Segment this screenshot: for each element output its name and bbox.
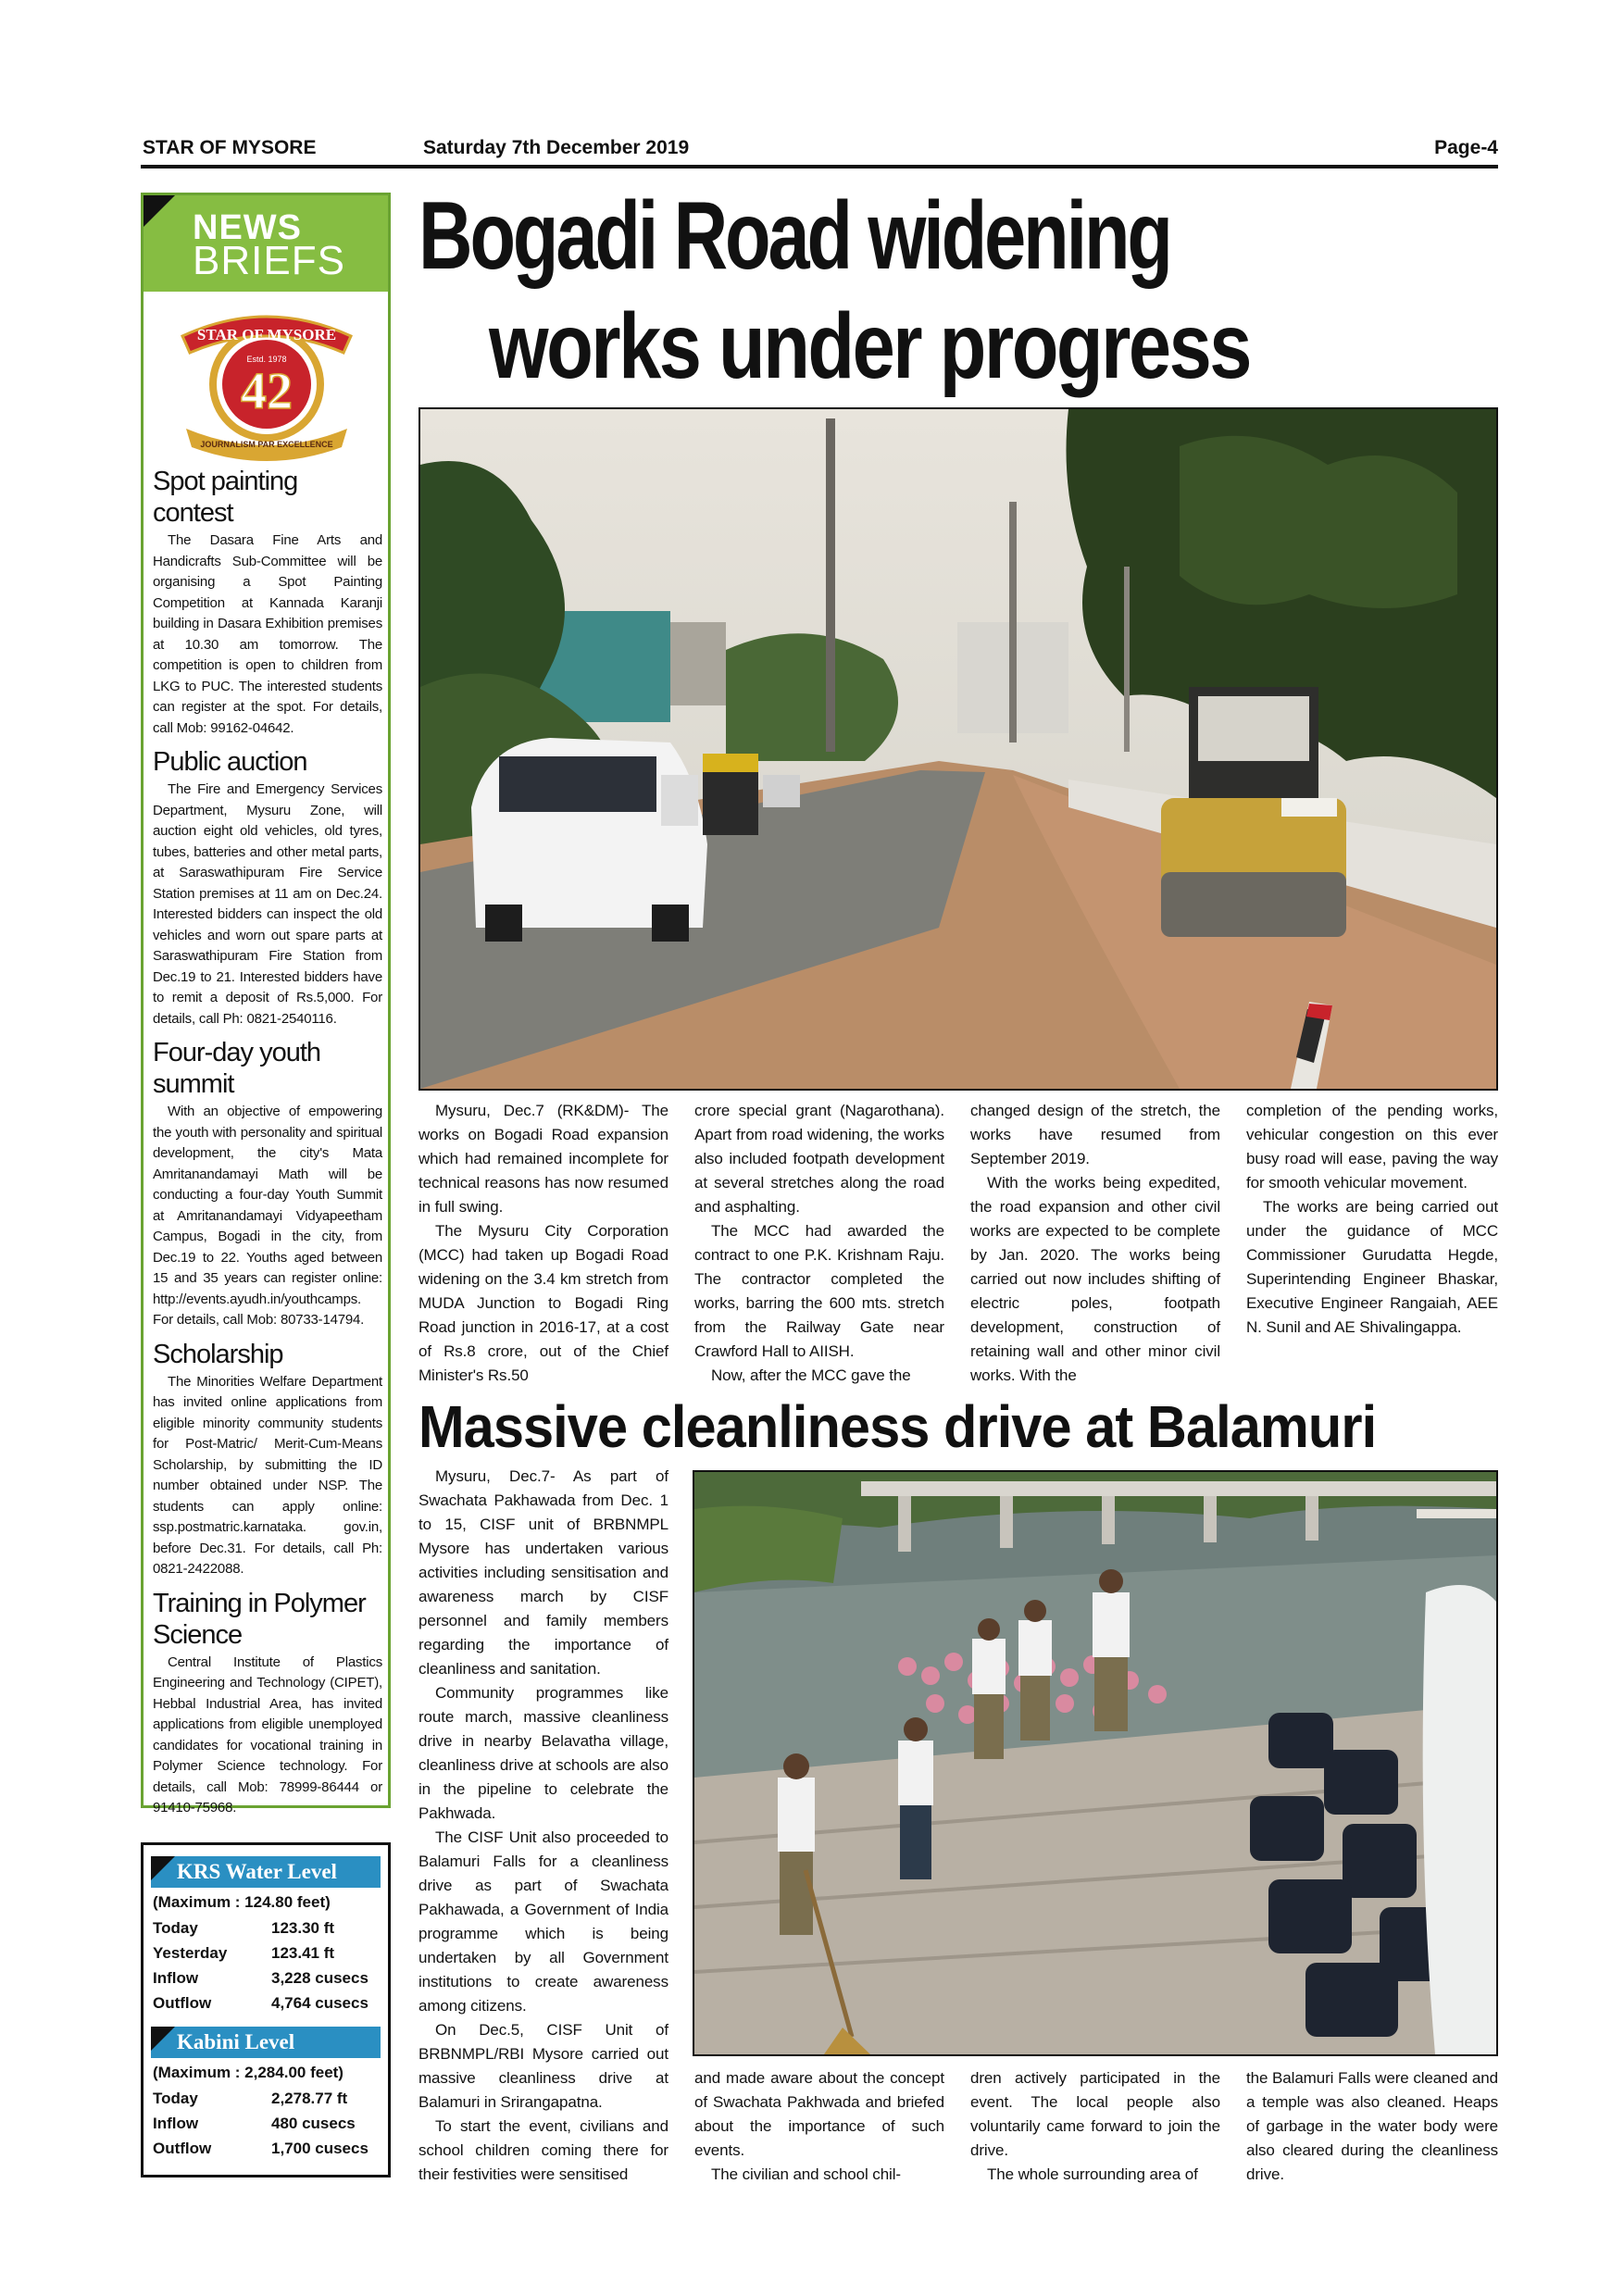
masthead	[141, 137, 1498, 168]
anniversary-logo	[164, 299, 369, 464]
water-level-box	[141, 1842, 391, 2177]
paragraph: The Mysuru City Corporation (MCC) had taken up Bogadi Road widening on the 3.4 km stretch from MUDA Junction to Bogadi Ring Road junction in 2016-17, at a cost of Rs.8 crore, out of the Chief Minister's Rs.50	[418, 1222, 668, 1384]
brief-list	[153, 466, 382, 1827]
logo-number-text: 42	[241, 363, 293, 420]
story1-column-2	[694, 1099, 944, 1388]
road-works-photo	[418, 407, 1498, 1091]
paragraph: crore special grant (Nagarothana). Apart from road widening, the works also included footpath development at several stretches along the road and asphalting.	[694, 1102, 944, 1216]
story2-column-2	[694, 2066, 944, 2187]
row-label: Today	[153, 2089, 198, 2107]
page-number: Page-4	[1434, 137, 1498, 158]
paragraph: completion of the pending works, vehicular congestion on this ever busy road will ease, paving the way for smooth vehicular movement.	[1246, 1102, 1498, 1192]
brief-body: The Dasara Fine Arts and Handicrafts Sub-Committee will be organising a Spot Painting Competition at Kannada Karanji building in Dasara Exhibition premises at 10.30 am tomorrow. The competition is open to children from LKG to PUC. The interested students can register at the spot. For details, call Mob: 99162-04642.	[153, 532, 382, 736]
story1-headline-line2: works under progress	[489, 294, 1250, 398]
row-label: Outflow	[153, 1993, 212, 2012]
corner-triangle-icon	[151, 2027, 175, 2051]
kabini-table	[153, 2086, 369, 2161]
paragraph: Community programmes like route march, massive cleanliness drive in nearby Belavatha village, cleanliness drive at schools are also in the pipeline to celebrate the Pakhwada.	[418, 1684, 668, 1822]
kabini-maximum: (Maximum : 2,284.00 feet)	[153, 2064, 344, 2081]
table-row	[153, 1965, 369, 1990]
table-row	[153, 2136, 369, 2161]
brief-body: With an objective of empowering the youth with personality and spiritual development, the city's Mata Amritanandamayi Math will be conducting a four-day Youth Summit at Amritanandamayi Vidyapeetham Campus, Bogadi in the city, from Dec.19 to 22. Youths aged between 15 and 35 years can register online: http://events.ayudh.in/youthcamps. For details, call Mob: 80733-14794.	[153, 1104, 382, 1328]
brief-item	[153, 746, 382, 1029]
krs-title-bar	[151, 1856, 381, 1888]
brief-item	[153, 1588, 382, 1819]
story1-column-4	[1246, 1099, 1498, 1340]
paragraph: To start the event, civilians and school children coming there for their festivities were sensitised	[418, 2117, 668, 2183]
logo-tagline-text: JOURNALISM PAR EXCELLENCE	[200, 440, 333, 449]
paragraph: Mysuru, Dec.7- As part of Swachata Pakhawada from Dec. 1 to 15, CISF unit of BRBNMPL Mysore has undertaken various activities including sensitisation and awareness march by CISF personnel and family members regarding the importance of cleanliness and sanitation.	[418, 1467, 668, 1678]
brief-body: Central Institute of Plastics Engineering and Technology (CIPET), Hebbal Industrial Area, has invited applications from eligible unemployed candidates for vocational training in Polymer Science technology. For details, call Mob: 78999-86444 or 91410-75968.	[153, 1653, 382, 1816]
paper-name: STAR OF MYSORE	[143, 137, 317, 158]
paragraph: The CISF Unit also proceeded to Balamuri Falls for a cleanliness drive as part of Swachata Pakhawada, a Government of India programme which is being undertaken by all Government institutions to create awareness among citizens.	[418, 1828, 668, 2015]
row-value: 123.30 ft	[271, 1918, 335, 1937]
paragraph: On Dec.5, CISF Unit of BRBNMPL/RBI Mysore carried out massive cleanliness drive at Balamuri in Srirangapatna.	[418, 2021, 668, 2111]
kabini-title: Kabini Level	[177, 2030, 295, 2053]
row-label: Today	[153, 1918, 198, 1937]
cleanliness-drive-photo	[693, 1470, 1498, 2056]
row-label: Outflow	[153, 2139, 212, 2157]
story1-headline-line1: Bogadi Road widening	[418, 182, 1170, 290]
brief-item	[153, 1037, 382, 1331]
paragraph: The civilian and school chil-	[711, 2165, 901, 2183]
row-value: 4,764 cusecs	[271, 1993, 369, 2012]
paragraph: the Balamuri Falls were cleaned and a temple was also cleaned. Heaps of garbage in the water body were also cleared during the cleanliness drive.	[1246, 2069, 1498, 2183]
brief-title: Spot painting contest	[153, 467, 298, 528]
krs-maximum: (Maximum : 124.80 feet)	[153, 1893, 331, 1911]
row-value: 2,278.77 ft	[271, 2089, 348, 2107]
row-value: 480 cusecs	[271, 2114, 356, 2132]
story2-column-4	[1246, 2066, 1498, 2187]
paragraph: dren actively participated in the event. The local people also voluntarily came forward to join the drive.	[970, 2069, 1220, 2159]
paragraph: Now, after the MCC gave the	[711, 1366, 911, 1384]
brief-body: The Fire and Emergency Services Department, Mysuru Zone, will auction eight old vehicles, old tyres, tubes, batteries and other metal parts, at Saraswathipuram Fire Service Station premises at 11 am on Dec.24. Interested bidders can inspect the old vehicles and worn out spare parts at Saraswathipuram Fire Station from Dec.19 to 21. Interested bidders have to remit a deposit of Rs.5,000. For details, call Ph: 0821-2540116.	[153, 781, 382, 1027]
row-value: 1,700 cusecs	[271, 2139, 369, 2157]
paragraph: and made aware about the concept of Swachata Pakhwada and briefed about the importance of such events.	[694, 2069, 944, 2159]
issue-date: Saturday 7th December 2019	[423, 137, 690, 158]
paragraph: With the works being expedited, the road expansion and other civil works are expected to be complete by Jan. 2020. The works being carried out now includes shifting of electric poles, footpath development, construction of retaining wall and other minor civil works. With the	[970, 1174, 1220, 1384]
brief-title: Public auction	[153, 747, 307, 777]
brief-title: Training in Polymer Science	[153, 1588, 366, 1650]
row-label: Yesterday	[153, 1943, 228, 1962]
row-label: Inflow	[153, 2114, 199, 2132]
brief-item	[153, 1339, 382, 1580]
kabini-title-bar	[151, 2027, 381, 2058]
table-row	[153, 1990, 369, 2015]
paragraph: changed design of the stretch, the works have resumed from September 2019.	[970, 1102, 1220, 1167]
brief-title: Four-day youth summit	[153, 1038, 321, 1099]
row-value: 123.41 ft	[271, 1943, 335, 1962]
corner-triangle-icon	[144, 195, 175, 227]
table-row	[153, 2086, 369, 2111]
brief-title: Scholarship	[153, 1339, 283, 1369]
krs-title: KRS Water Level	[177, 1860, 337, 1883]
story2-headline: Massive cleanliness drive at Balamuri	[418, 1393, 1377, 1460]
table-row	[153, 1915, 369, 1940]
briefs-label: BRIEFS	[193, 238, 345, 283]
paragraph: The whole surrounding area of	[987, 2165, 1198, 2183]
corner-triangle-icon	[151, 1856, 175, 1880]
brief-body: The Minorities Welfare Department has invited online applications from eligible minority community students for Post-Matric/ Merit-Cum-Means Scholarship, by submitting the ID number obtained under NSP. The students can apply online: ssp.postmatric.karnataka. gov.in, before Dec.31. For details, call Ph: 0821-2422088.	[153, 1373, 382, 1577]
paragraph: The MCC had awarded the contract to one P.K. Krishnam Raju. The contractor completed the works, barring the 600 mts. stretch from the Railway Gate near Crawford Hall to AIISH.	[694, 1222, 944, 1360]
row-label: Inflow	[153, 1968, 199, 1987]
news-briefs-header	[144, 195, 388, 292]
news-label: NEWS	[193, 208, 302, 247]
story2-left-column	[418, 1465, 668, 2187]
logo-banner-text: STAR OF MYSORE	[196, 326, 337, 343]
story2-column-3	[970, 2066, 1220, 2187]
row-value: 3,228 cusecs	[271, 1968, 369, 1987]
logo-estd-text: Estd. 1978	[246, 355, 287, 364]
story1-column-3	[970, 1099, 1220, 1388]
table-row	[153, 1940, 369, 1965]
news-briefs-box	[141, 193, 391, 1816]
brief-item	[153, 466, 382, 739]
paragraph: Mysuru, Dec.7 (RK&DM)- The works on Bogadi Road expansion which had remained incomplete for technical reasons has now resumed in full swing.	[418, 1102, 668, 1216]
paragraph: The works are being carried out under the guidance of MCC Commissioner Gurudatta Hegde, Superintending Engineer Bhaskar, Executive Engineer Rangaiah, AEE N. Sunil and AE Shivalingappa.	[1246, 1198, 1498, 1336]
table-row	[153, 2111, 369, 2136]
krs-table	[153, 1915, 369, 2015]
story1-column-1	[418, 1099, 668, 1388]
